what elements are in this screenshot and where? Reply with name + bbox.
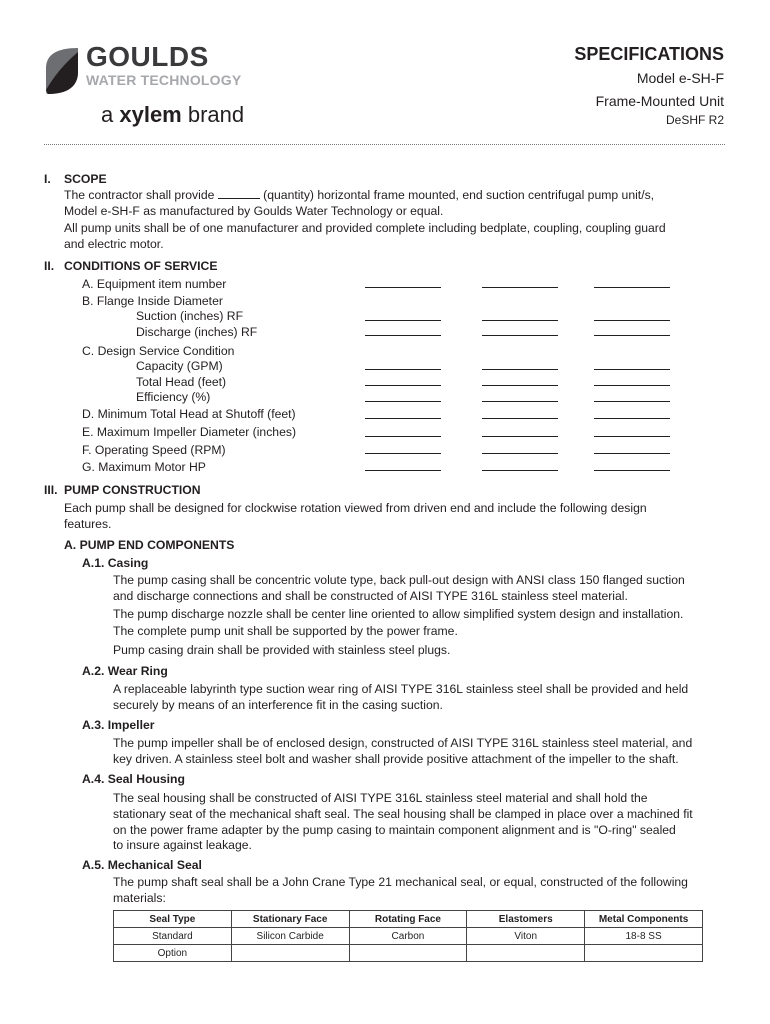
- scope-line-2: Model e-SH-F as manufactured by Goulds Water Technology or equal.: [64, 204, 444, 218]
- scope-line-3: All pump units shall be of one manufacturer and provided complete including bedplate, coupling, coupling guard: [64, 221, 666, 235]
- wear-ring-line-2: securely by means of an interference fit in the casing suction.: [113, 698, 443, 712]
- blank-line: [594, 453, 670, 454]
- condition-max-motor-hp: G. Maximum Motor HP: [82, 460, 206, 474]
- blank-line: [365, 369, 441, 370]
- casing-line-1: The pump casing shall be concentric volute type, back pull-out design with ANSI class 150 flanged suction: [113, 573, 685, 587]
- condition-equipment-item: A. Equipment item number: [82, 277, 227, 291]
- blank-line: [365, 385, 441, 386]
- mechanical-seal-heading: A.5. Mechanical Seal: [82, 858, 202, 872]
- blank-line: [482, 369, 558, 370]
- construction-intro-1: Each pump shall be designed for clockwise rotation viewed from driven end and include the following design: [64, 501, 647, 515]
- seal-housing-line-1: The seal housing shall be constructed of AISI TYPE 316L stainless steel material and shall hold the: [113, 791, 648, 805]
- table-cell: Carbon: [349, 928, 467, 945]
- table-header-cell: Stationary Face: [231, 911, 349, 928]
- blank-line: [594, 418, 670, 419]
- blank-line: [482, 418, 558, 419]
- condition-efficiency: Efficiency (%): [136, 390, 211, 404]
- casing-line-5: Pump casing drain shall be provided with stainless steel plugs.: [113, 643, 451, 657]
- condition-suction: Suction (inches) RF: [136, 309, 244, 323]
- document-title: SPECIFICATIONS: [574, 44, 724, 64]
- mechanical-seal-line-1: The pump shaft seal shall be a John Crane Type 21 mechanical seal, or equal, constructed of the following: [113, 875, 688, 889]
- goulds-logo-icon: [44, 46, 80, 96]
- blank-line: [594, 470, 670, 471]
- mechanical-seal-line-2: materials:: [113, 891, 166, 905]
- blank-line: [482, 436, 558, 437]
- condition-flange-diameter: B. Flange Inside Diameter: [82, 294, 223, 308]
- blank-line: [365, 335, 441, 336]
- blank-line: [594, 287, 670, 288]
- blank-line: [365, 470, 441, 471]
- blank-line: [365, 287, 441, 288]
- blank-line: [594, 385, 670, 386]
- casing-line-2: and discharge connections and shall be constructed of AISI TYPE 316L stainless steel material.: [113, 589, 628, 603]
- impeller-line-1: The pump impeller shall be of enclosed design, constructed of AISI TYPE 316L stainless steel material, and: [113, 736, 693, 750]
- table-cell: Silicon Carbide: [231, 928, 349, 945]
- blank-line: [482, 470, 558, 471]
- table-cell: [349, 945, 467, 962]
- blank-line: [482, 320, 558, 321]
- condition-total-head: Total Head (feet): [136, 375, 227, 389]
- seal-housing-heading: A.4. Seal Housing: [82, 772, 185, 786]
- condition-capacity: Capacity (GPM): [136, 359, 223, 373]
- model-name: Model e-SH-F: [636, 70, 724, 86]
- blank-line: [594, 320, 670, 321]
- casing-line-3: The pump discharge nozzle shall be center line oriented to allow simplified system design and installation.: [113, 607, 684, 621]
- table-header-row: [114, 911, 703, 928]
- wear-ring-heading: A.2. Wear Ring: [82, 664, 168, 678]
- pump-end-components-heading: A. PUMP END COMPONENTS: [64, 538, 235, 552]
- casing-line-4: The complete pump unit shall be supported by the power frame.: [113, 624, 458, 638]
- table-cell: Viton: [467, 928, 585, 945]
- impeller-heading: A.3. Impeller: [82, 718, 155, 732]
- blank-line: [365, 453, 441, 454]
- blank-line: [482, 287, 558, 288]
- blank-line: [482, 335, 558, 336]
- blank-line: [594, 335, 670, 336]
- table-row: [114, 945, 703, 962]
- table-header-cell: Elastomers: [467, 911, 585, 928]
- scope-line-4: and electric motor.: [64, 237, 164, 251]
- blank-line: [365, 320, 441, 321]
- blank-line: [594, 369, 670, 370]
- brand-name: GOULDS: [86, 41, 209, 72]
- condition-discharge: Discharge (inches) RF: [136, 325, 258, 339]
- casing-heading: A.1. Casing: [82, 556, 149, 570]
- seal-housing-line-2: stationary seat of the mechanical shaft seal. The seal housing shall be clamped in place over a machined fit: [113, 807, 693, 821]
- seal-housing-line-3: on the power frame adapter by the pump casing to maintain component alignment and is "O-ring" sealed: [113, 823, 676, 837]
- document-number: DeSHF R2: [665, 113, 724, 127]
- table-cell: 18-8 SS: [585, 928, 703, 945]
- condition-design-service: C. Design Service Condition: [82, 344, 235, 358]
- blank-line: [594, 401, 670, 402]
- scope-line-1: The contractor shall provide (quantity) horizontal frame mounted, end suction centrifugal pump unit/s,: [64, 188, 655, 202]
- blank-line: [482, 385, 558, 386]
- blank-line: [482, 453, 558, 454]
- header-divider: [44, 144, 725, 145]
- condition-max-impeller: E. Maximum Impeller Diameter (inches): [82, 425, 297, 439]
- table-cell: Standard: [114, 928, 232, 945]
- table-header-cell: Rotating Face: [349, 911, 467, 928]
- condition-min-head: D. Minimum Total Head at Shutoff (feet): [82, 407, 296, 421]
- impeller-line-2: key driven. A stainless steel bolt and washer shall provide positive attachment of the impeller to the shaft.: [113, 752, 679, 766]
- blank-line: [594, 436, 670, 437]
- blank-line: [482, 401, 558, 402]
- construction-intro-2: features.: [64, 517, 112, 531]
- wear-ring-line-1: A replaceable labyrinth type suction wear ring of AISI TYPE 316L stainless steel shall be provided and held: [113, 682, 689, 696]
- conditions-heading: II. CONDITIONS OF SERVICE: [44, 259, 218, 273]
- blank-line: [365, 436, 441, 437]
- brand-tagline: a xylem brand: [101, 102, 245, 127]
- scope-heading: I. SCOPE: [44, 172, 107, 186]
- unit-type: Frame-Mounted Unit: [595, 93, 724, 109]
- table-cell: [467, 945, 585, 962]
- construction-heading: III. PUMP CONSTRUCTION: [44, 483, 201, 497]
- table-row: [114, 928, 703, 945]
- seal-materials-table: [113, 910, 703, 962]
- seal-housing-line-4: to insure against leakage.: [113, 838, 252, 852]
- table-cell: [585, 945, 703, 962]
- table-cell: [231, 945, 349, 962]
- blank-line: [365, 401, 441, 402]
- condition-operating-speed: F. Operating Speed (RPM): [82, 443, 226, 457]
- brand-subtitle: WATER TECHNOLOGY: [86, 72, 242, 88]
- table-cell: Option: [114, 945, 232, 962]
- table-header-cell: Seal Type: [114, 911, 232, 928]
- quantity-blank: [218, 197, 260, 199]
- table-header-cell: Metal Components: [585, 911, 703, 928]
- blank-line: [365, 418, 441, 419]
